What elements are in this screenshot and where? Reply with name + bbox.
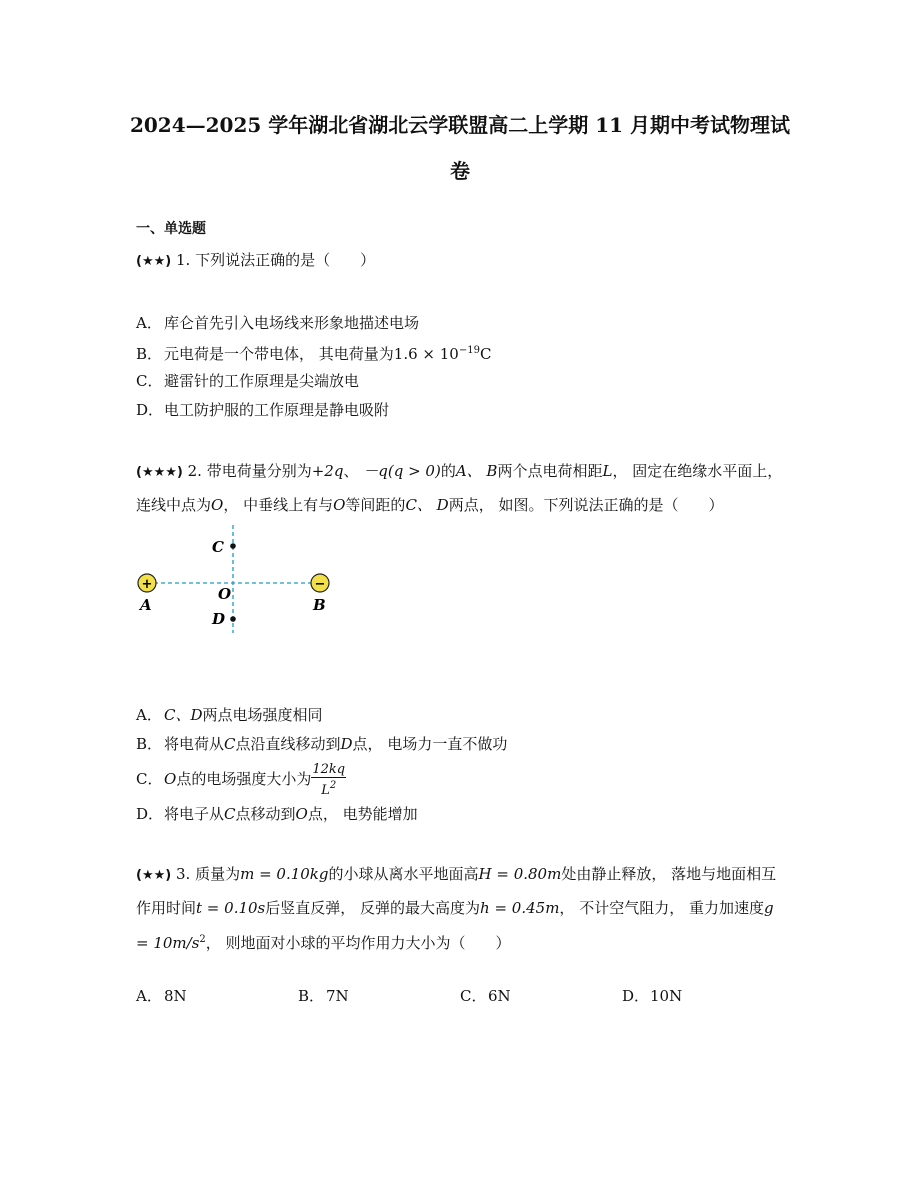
q1-option-b[interactable] [136,341,491,364]
fraction [311,762,346,798]
option-letter: B． [136,735,163,753]
difficulty-stars: (★★) [136,868,172,883]
var-t: t = 0.10s [196,899,266,917]
var-o: O [164,770,177,788]
question-text: ， 中垂线上有与 [223,496,334,514]
var-g: g = 10m/s [136,899,774,952]
option-letter: A． [136,987,162,1005]
var-h: h = 0.45m [480,899,560,917]
label-b: B [313,596,326,614]
option-text: 两点电场强度相同 [202,706,323,724]
charge-a-sign: + [141,577,153,592]
var-m: m = 0.10kg [240,865,329,883]
den-exponent: 2 [329,780,337,791]
q3-option-d[interactable] [622,986,682,1006]
q1-option-c[interactable] [136,371,359,391]
option-text: 避雷针的工作原理是尖端放电 [164,372,360,390]
var-c: C [224,805,236,823]
question-text: 3. 质量为 [175,865,241,883]
charge-exponent: −19 [458,345,480,356]
question-text: ， 则地面对小球的平均作用力大小为（ ） [205,934,511,952]
var-c: C [224,735,236,753]
var-o: O [211,496,224,514]
question-text: 后竖直反弹， 反弹的最大高度为 [265,899,481,917]
page-title [120,103,800,193]
option-text: 10N [650,987,683,1005]
option-text: 点移动到 [235,805,296,823]
option-letter: C． [136,770,163,788]
q2-option-b[interactable] [136,734,507,754]
var-o: O [333,496,346,514]
question-3-stem [136,858,786,959]
option-letter: C． [136,372,163,390]
option-letter: A． [136,706,162,724]
q3-option-a[interactable] [136,986,187,1006]
var-d: D [340,735,353,753]
point-d [230,616,236,622]
charge-diagram [130,525,350,635]
question-text: 的小球从离水平地面高 [328,865,479,883]
q2-option-d[interactable] [136,804,418,824]
question-text: 等间距的 [345,496,406,514]
q3-option-b[interactable] [298,986,349,1006]
option-text: 7N [326,987,349,1005]
option-text: 6N [488,987,511,1005]
option-text: 将电荷从 [164,735,225,753]
g-exponent: 2 [199,934,206,945]
den-var: L [321,783,330,798]
question-text: 的 [440,462,456,480]
var-cd: C、 D [405,496,449,514]
q3-option-c[interactable] [460,986,511,1006]
option-text: 点沿直线移动到 [235,735,341,753]
option-text: 电工防护服的工作原理是静电吸附 [164,401,390,419]
option-text: 元电荷是一个带电体， 其电荷量为 [164,345,394,363]
var-o: O [295,805,308,823]
option-letter: B． [136,345,163,363]
q1-option-a[interactable] [136,313,419,333]
label-a: A [140,596,152,614]
option-text: 将电子从 [164,805,225,823]
separator: 、 [343,462,359,480]
fraction-numerator: 12kq [312,762,346,777]
label-o: O [218,585,232,603]
var-l: L [602,462,613,480]
difficulty-stars: (★★★) [136,465,183,480]
option-text: 点， 电势能增加 [307,805,418,823]
option-letter: B． [298,987,325,1005]
option-text: 8N [164,987,187,1005]
title-line-2: 卷 [450,159,470,183]
q2-option-a[interactable] [136,705,323,725]
q2-option-c[interactable] [136,762,346,798]
option-letter: C． [460,987,487,1005]
question-text: ， 固定在绝缘水平面上， 连线中点为 [136,462,783,514]
question-1-stem [136,244,786,278]
question-text: 两点， 如图。下列说法正确的是（ ） [448,496,724,514]
charge-a: +2q [311,462,344,480]
question-text: ， 不计空气阻力， 重力加速度 [559,899,764,917]
charge-b: －q(q > 0) [363,462,441,480]
question-2-stem [136,455,786,521]
section-heading: 一、单选题 [136,221,206,237]
charge-value: 1.6 × 10 [393,345,459,363]
question-text: 2. 带电荷量分别为 [187,462,312,480]
option-letter: D． [136,805,164,823]
option-text: 点的电场强度大小为 [176,770,312,788]
question-text: 两个点电荷相距 [497,462,603,480]
q1-option-d[interactable] [136,400,389,420]
difficulty-stars: (★★) [136,254,172,269]
point-c [230,543,236,549]
option-letter: D． [136,401,164,419]
question-text: 处由静止释放， 落地与地面相互作用时间 [136,865,777,917]
var-cd: C、D [164,706,203,724]
var-ab: A、 B [455,462,498,480]
charge-unit: C [479,345,492,363]
label-d: D [212,610,226,628]
option-text: 库仑首先引入电场线来形象地描述电场 [164,314,420,332]
fraction-denominator [311,778,346,798]
label-c: C [212,538,224,556]
var-h-big: H = 0.80m [478,865,562,883]
title-line-1: 2024—2025 学年湖北省湖北云学联盟高二上学期 11 月期中考试物理试 [129,113,791,137]
option-letter: D． [622,987,650,1005]
charge-b-sign: − [314,577,326,592]
question-text: 1. 下列说法正确的是（ ） [175,251,376,269]
option-text: 点， 电场力一直不做功 [352,735,508,753]
option-letter: A． [136,314,162,332]
